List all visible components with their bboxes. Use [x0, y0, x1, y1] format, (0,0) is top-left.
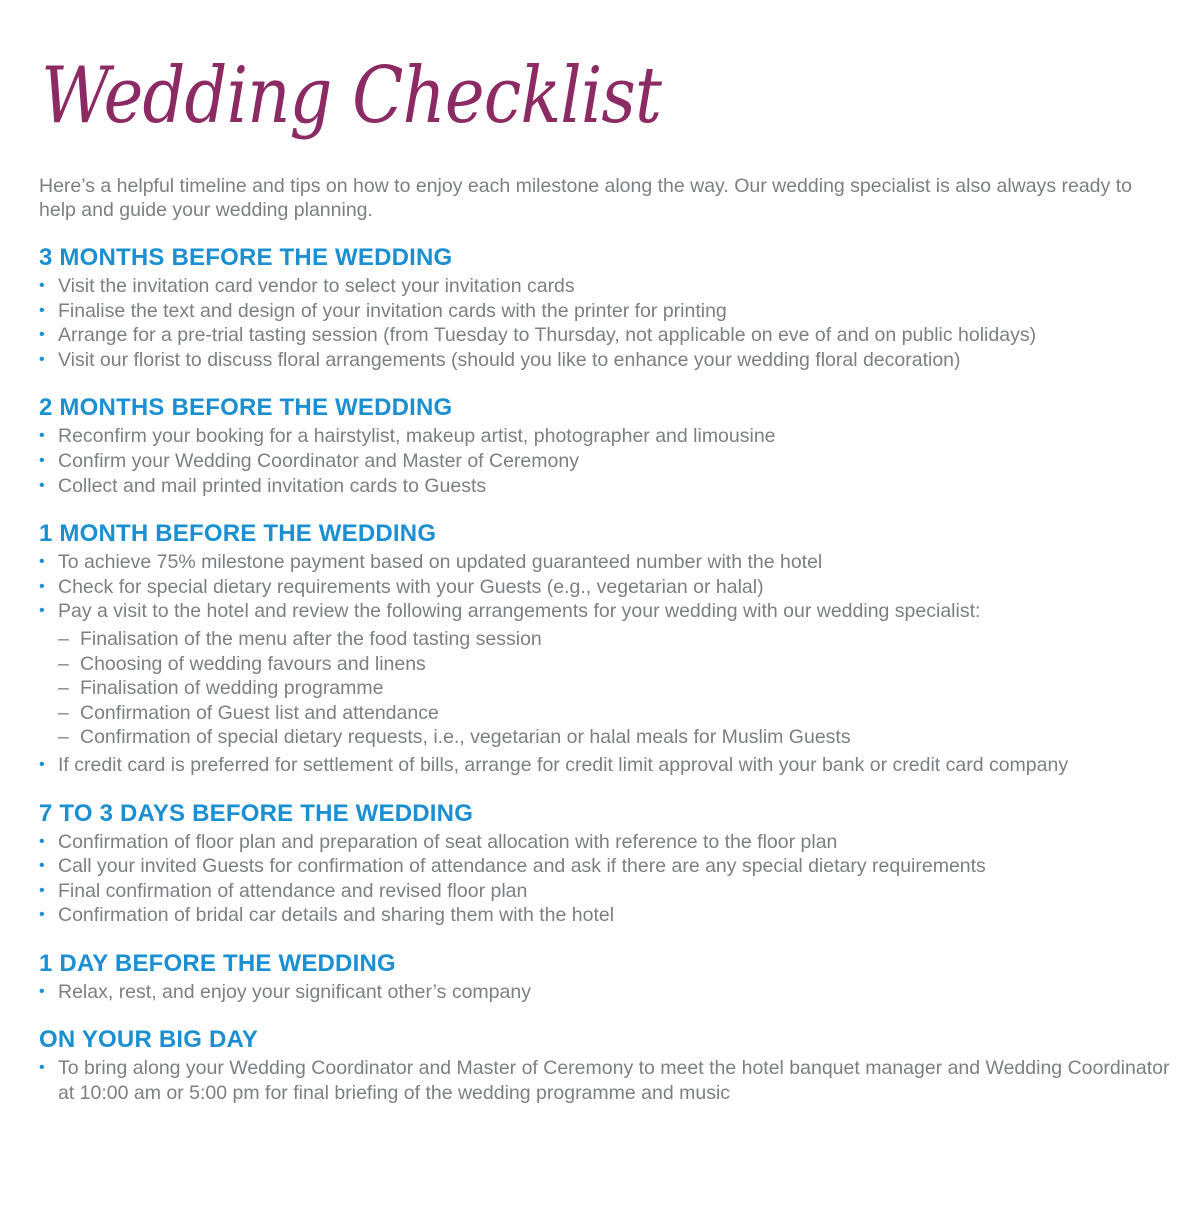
intro-text: Here’s a helpful timeline and tips on how to enjoy each milestone along the way. Our wedding specialist is also always ready to help and guide your wedding planning.	[39, 175, 1132, 221]
checklist-item-text: To achieve 75% milestone payment based on updated guaranteed number with the hotel	[58, 551, 823, 574]
checklist-items	[39, 1056, 1170, 1105]
bullet-icon: •	[39, 427, 45, 445]
bullet-icon: •	[39, 277, 45, 294]
checklist-item-text: Pay a visit to the hotel and review the following arrangements for your wedding with our wedding specialist:	[58, 600, 981, 623]
bullet-icon: •	[39, 881, 45, 899]
dash-icon: –	[58, 677, 69, 700]
checklist-item	[39, 854, 1170, 879]
checklist-item	[39, 424, 1170, 449]
checklist-item	[39, 348, 1170, 373]
checklist-section	[39, 950, 1170, 1005]
sub-item	[58, 652, 1170, 677]
sub-item	[58, 701, 1170, 726]
checklist-item-text: Confirmation of floor plan and preparation of seat allocation with reference to the floor plan	[58, 830, 838, 853]
page-title: Wedding Checklist	[41, 51, 662, 141]
bullet-icon: •	[39, 301, 45, 319]
checklist-item	[39, 980, 1170, 1005]
bullet-icon: •	[39, 982, 45, 1000]
checklist-item	[39, 550, 1170, 575]
checklist-item	[39, 830, 1170, 855]
bullet-icon: •	[39, 553, 45, 571]
section-heading: 1 MONTH BEFORE THE WEDDING	[39, 520, 437, 548]
checklist-item	[39, 903, 1170, 928]
bullet-icon: •	[39, 350, 45, 368]
checklist-item-text: Collect and mail printed invitation cards to Guests	[58, 474, 487, 497]
sub-item-text: Finalisation of the menu after the food tasting session	[80, 627, 542, 650]
sub-item	[58, 627, 1170, 652]
checklist-item-text: Relax, rest, and enjoy your significant other’s company	[58, 980, 531, 1003]
sub-item	[58, 725, 1170, 750]
checklist-item-text: Visit the invitation card vendor to select your invitation cards	[58, 275, 575, 297]
checklist-item-text: To bring along your Wedding Coordinator and Master of Ceremony to meet the hotel banquet manager and Wedding Coordinator at 10:00 am or 5:00 pm for final briefing of the wedding programme and music	[58, 1057, 1170, 1105]
bullet-icon: •	[39, 326, 45, 344]
checklist-item-text: Final confirmation of attendance and revised floor plan	[58, 879, 528, 902]
sub-item	[58, 676, 1170, 701]
checklist-section	[39, 244, 1170, 372]
checklist-item-text: Confirmation of bridal car details and sharing them with the hotel	[58, 904, 615, 927]
bullet-icon: •	[39, 755, 45, 773]
checklist-item-text: Check for special dietary requirements with your Guests (e.g., vegetarian or halal)	[58, 575, 764, 598]
checklist-items	[39, 980, 1170, 1005]
dash-icon: –	[58, 701, 69, 724]
sub-items	[58, 627, 1170, 750]
checklist-sections	[39, 244, 1170, 1106]
bullet-icon: •	[39, 451, 45, 469]
checklist-item-text: Confirm your Wedding Coordinator and Master of Ceremony	[58, 449, 579, 472]
sub-item-text: Choosing of wedding favours and linens	[80, 652, 426, 675]
section-heading: 7 TO 3 DAYS BEFORE THE WEDDING	[39, 799, 474, 827]
sub-item-text: Confirmation of Guest list and attendance	[80, 701, 439, 724]
bullet-icon: •	[39, 602, 45, 620]
bullet-icon: •	[39, 577, 45, 595]
dash-icon: –	[58, 627, 69, 650]
checklist-items	[39, 830, 1170, 928]
checklist-item-text: Arrange for a pre-trial tasting session (from Tuesday to Thursday, not applicable on eve of and on public holidays)	[58, 324, 1037, 347]
section-heading: 3 MONTHS BEFORE THE WEDDING	[39, 244, 453, 271]
checklist-item	[39, 449, 1170, 474]
sub-item-text: Confirmation of special dietary requests, i.e., vegetarian or halal meals for Muslim Guests	[80, 726, 851, 749]
checklist-item-text: Visit our florist to discuss floral arrangements (should you like to enhance your wedding floral decoration)	[58, 348, 961, 371]
checklist-item	[39, 323, 1170, 348]
checklist-item	[39, 753, 1170, 778]
checklist-section	[39, 520, 1170, 777]
bullet-icon: •	[39, 1059, 45, 1077]
bullet-icon: •	[39, 476, 45, 494]
section-heading: 1 DAY BEFORE THE WEDDING	[39, 949, 396, 977]
checklist-item	[39, 1056, 1170, 1105]
checklist-items	[39, 550, 1170, 777]
checklist-item	[39, 274, 1170, 299]
dash-icon: –	[58, 726, 69, 749]
checklist-item-text: If credit card is preferred for settlement of bills, arrange for credit limit approval with your bank or credit card company	[58, 753, 1069, 776]
section-heading: 2 MONTHS BEFORE THE WEDDING	[39, 394, 453, 422]
checklist-item-text: Finalise the text and design of your invitation cards with the printer for printing	[58, 299, 727, 322]
checklist-item	[39, 599, 1170, 750]
checklist-items	[39, 274, 1170, 372]
checklist-item	[39, 299, 1170, 324]
checklist-item	[39, 474, 1170, 499]
bullet-icon: •	[39, 906, 45, 924]
sub-item-text: Finalisation of wedding programme	[80, 677, 384, 700]
checklist-item-text: Call your invited Guests for confirmation of attendance and ask if there are any special dietary requirements	[58, 855, 986, 878]
section-heading: ON YOUR BIG DAY	[39, 1026, 259, 1054]
checklist-item	[39, 879, 1170, 904]
checklist-item-text: Reconfirm your booking for a hairstylist, makeup artist, photographer and limousine	[58, 425, 776, 448]
bullet-icon: •	[39, 832, 45, 850]
checklist-section	[39, 1026, 1170, 1105]
checklist-item	[39, 575, 1170, 600]
bullet-icon: •	[39, 857, 45, 875]
checklist-section	[39, 800, 1170, 928]
checklist-section	[39, 394, 1170, 498]
dash-icon: –	[58, 652, 69, 675]
checklist-items	[39, 424, 1170, 498]
